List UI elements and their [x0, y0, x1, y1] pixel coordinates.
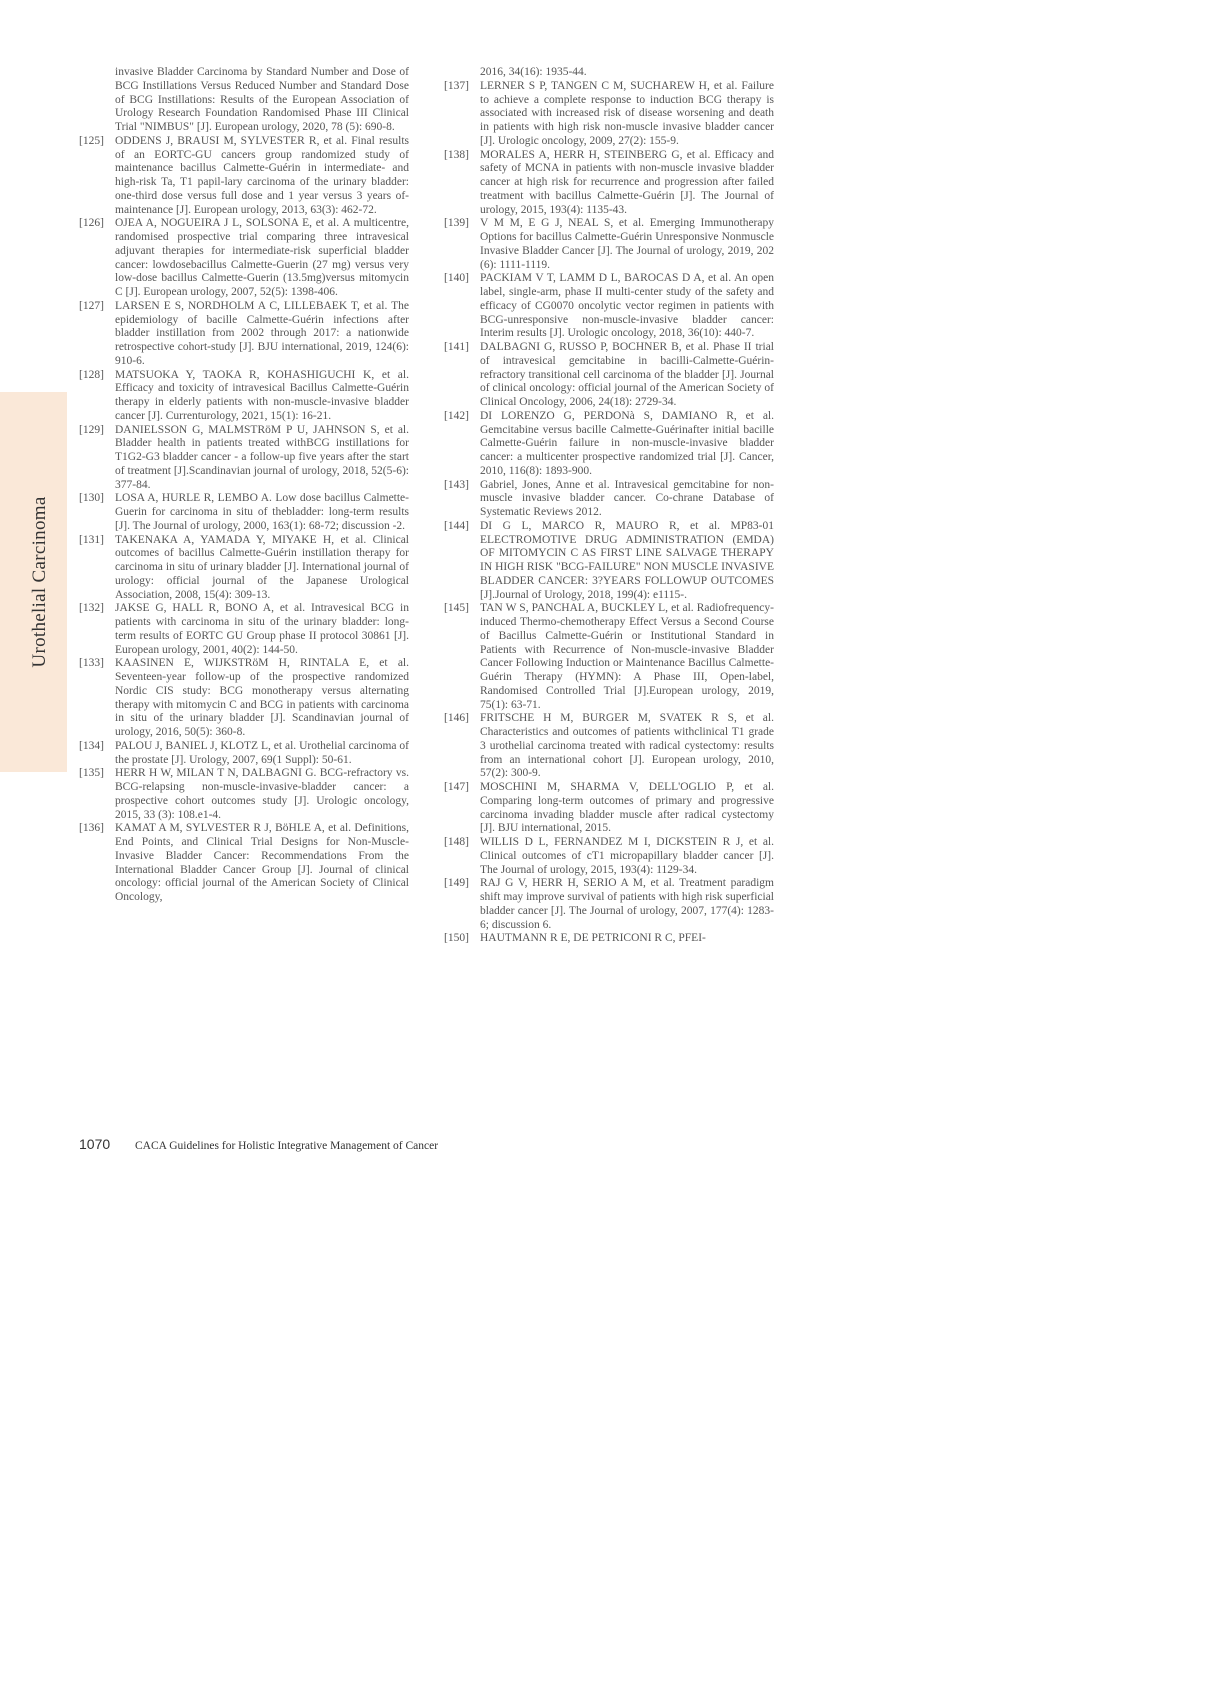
reference-text: MATSUOKA Y, TAOKA R, KOHASHIGUCHI K, et al. Efficacy and toxicity of intravesical Bacillus Calmette-Guérin therapy in elderly patients with non-muscle-invasive bladder cancer [J]. Currenturology, 2021, 15(1): 16-21. [115, 368, 409, 422]
reference-number: [146] [444, 712, 469, 725]
reference-entry [444, 217, 774, 272]
reference-entry [444, 836, 774, 877]
reference-number: [126] [79, 217, 104, 230]
reference-number: [148] [444, 836, 469, 848]
reference-text: Gabriel, Jones, Anne et al. Intravesical gemcitabine for non-muscle invasive bladder cancer. Co-chrane Database of Systematic Reviews 2012. [480, 478, 774, 518]
reference-text: RAJ G V, HERR H, SERIO A M, et al. Treatment paradigm shift may improve survival of patients with high risk superficial bladder cancer [J]. The Journal of urology, 2007, 177(4): 1283-6; discussion 6. [480, 877, 774, 931]
reference-number: [134] [79, 739, 104, 752]
reference-entry [79, 822, 409, 905]
reference-text: ODDENS J, BRAUSI M, SYLVESTER R, et al. Final results of an EORTC-GU cancers group randomized study of maintenance bacillus Calmette-Guérin in intermediate- and high-risk Ta, T1 papil-lary carcinoma of the urinary bladder: one-third dose versus full dose and 1 year versus 3 years of-maintenance [J]. European urology, 2013, 63(3): 462-72. [115, 134, 409, 216]
reference-entry [444, 712, 774, 781]
reference-text: LARSEN E S, NORDHOLM A C, LILLEBAEK T, et al. The epidemiology of bacille Calmette-Guérin infections after bladder instillation from 2002 through 2017: a nationwide retrospective cohort-study [J]. BJU international, 2019, 124(6): 910-6. [115, 299, 409, 367]
reference-entry [444, 149, 774, 218]
reference-entry [79, 135, 409, 218]
reference-number: [127] [79, 299, 104, 312]
reference-text: MORALES A, HERR H, STEINBERG G, et al. Efficacy and safety of MCNA in patients with non-muscle invasive bladder cancer at high risk for recurrence and progression after failed treatment with bacillus Calmette-Guérin [J]. The Journal of urology, 2015, 193(4): 1135-43. [480, 148, 774, 216]
reference-number: [140] [444, 272, 469, 285]
reference-entry [444, 520, 774, 603]
reference-entry [79, 657, 409, 740]
reference-entry [444, 410, 774, 479]
reference-text: WILLIS D L, FERNANDEZ M I, DICKSTEIN R J, et al. Clinical outcomes of cT1 micropapillary bladder cancer [J]. The Journal of urology, 2015, 193(4): 1129-34. [480, 836, 774, 876]
reference-text: DI LORENZO G, PERDONà S, DAMIANO R, et al. Gemcitabine versus bacille Calmette-Guérinafter initial bacille Calmette-Guérin failure in non-muscle-invasive bladder cancer: a multicenter prospective randomized trial [J]. Cancer, 2010, 116(8): 1893-900. [480, 409, 774, 477]
reference-number: [145] [444, 602, 469, 615]
reference-entry [79, 602, 409, 657]
reference-entry [79, 300, 409, 369]
reference-text: KAASINEN E, WIJKSTRöM H, RINTALA E, et al. Seventeen-year follow-up of the prospective randomized Nordic CIS study: BCG monotherapy versus alternating therapy with mitomycin C and BCG in patients with carcinoma in situ of the urinary bladder [J]. Scandinavian journal of urology, 2016, 50(5): 360-8. [115, 657, 409, 738]
reference-text: HERR H W, MILAN T N, DALBAGNI G. BCG-refractory vs. BCG-relapsing non-muscle-invasive-bladder cancer: a prospective cohort outcomes study [J]. Urologic oncology, 2015, 33 (3): 108.e1-4. [115, 767, 409, 821]
reference-text: DALBAGNI G, RUSSO P, BOCHNER B, et al. Phase II trial of intravesical gemcitabine in bacilli-Calmette-Guérin-refractory transitional cell carcinoma of the bladder [J]. Journal of clinical oncology: official journal of the American Society of Clinical Oncology, 2006, 24(18): 2729-34. [480, 341, 774, 408]
reference-entry [444, 341, 774, 410]
reference-entry [444, 479, 774, 520]
reference-text: DANIELSSON G, MALMSTRöM P U, JAHNSON S, et al. Bladder health in patients treated withBCG instillations for T1G2-G3 bladder cancer - a follow-up five years after the start of treatment [J].Scandinavian journal of urology, 2018, 52(5-6): 377-84. [115, 423, 409, 491]
reference-entry [444, 602, 774, 712]
reference-number: [150] [444, 932, 469, 945]
reference-entry [79, 492, 409, 533]
reference-number: [130] [79, 492, 104, 505]
left-reference-column [79, 66, 409, 905]
reference-text: 2016, 34(16): 1935-44. [480, 66, 587, 78]
reference-text: KAMAT A M, SYLVESTER R J, BöHLE A, et al. Definitions, End Points, and Clinical Trial Designs for Non-Muscle-Invasive Bladder Cancer: Recommendations From the International Bladder Cancer Group [J]. Journal of clinical oncology: official journal of the American Society of Clinical Oncology, [115, 822, 409, 903]
footer-title: CACA Guidelines for Holistic Integrative Management of Cancer [135, 1140, 439, 1152]
reference-entry [444, 80, 774, 149]
reference-entry [444, 877, 774, 932]
reference-text: DI G L, MARCO R, MAURO R, et al. MP83-01 ELECTROMOTIVE DRUG ADMINISTRATION (EMDA) OF MITOMYCIN C AS FIRST LINE SALVAGE THERAPY IN HIGH RISK "BCG-FAILURE" NON MUSCLE INVASIVE BLADDER CANCER: 3?YEARS FOLLOWUP OUTCOMES [J].Journal of Urology, 2018, 199(4): e1115-. [480, 519, 774, 601]
reference-entry [79, 740, 409, 768]
reference-entry [79, 767, 409, 822]
reference-number: [136] [79, 822, 104, 835]
page-number: 1070 [79, 1136, 111, 1152]
reference-number: [135] [79, 767, 104, 780]
reference-text: JAKSE G, HALL R, BONO A, et al. Intravesical BCG in patients with carcinoma in situ of the urinary bladder: long-term results of EORTC GU Group phase II protocol 30861 [J]. European urology, 2001, 40(2): 144-50. [115, 602, 409, 656]
reference-number: [133] [79, 657, 104, 670]
reference-text: HAUTMANN R E, DE PETRICONI R C, PFEI- [480, 932, 706, 945]
reference-text: TAN W S, PANCHAL A, BUCKLEY L, et al. Radiofrequency-induced Thermo-chemotherapy Effect Versus a Second Course of Bacillus Calmette-Guérin or Institutional Standard in Patients with Recurrence of Non-muscle-invasive Bladder Cancer Following Induction or Maintenance Bacillus Calmette-Guérin Therapy (HYMN): A Phase III, Open-label, Randomised Controlled Trial [J].European urology, 2019, 75(1): 63-71. [480, 602, 774, 711]
reference-number: [129] [79, 423, 104, 436]
reference-text: PACKIAM V T, LAMM D L, BAROCAS D A, et al. An open label, single-arm, phase II multi-center study of the safety and efficacy of CG0070 oncolytic vector regimen in patients with BCG-unresponsive non-muscle-invasive bladder cancer: Interim results [J]. Urologic oncology, 2018, 36(10): 440-7. [480, 272, 774, 340]
reference-entry [444, 932, 774, 946]
reference-text: invasive Bladder Carcinoma by Standard Number and Dose of BCG Instillations Versus Reduced Number and Standard Dose of BCG Instillations: Results of the European Association of Urology Research Foundation Randomised Phase III Clinical Trial "NIMBUS" [J]. European urology, 2020, 78 (5): 690-8. [115, 66, 409, 133]
reference-entry [79, 424, 409, 493]
reference-text: LERNER S P, TANGEN C M, SUCHAREW H, et al. Failure to achieve a complete response to induction BCG therapy is associated with increased risk of disease worsening and death in patients with high risk non-muscle invasive bladder cancer [J]. Urologic oncology, 2009, 27(2): 155-9. [480, 79, 774, 147]
reference-entry [444, 66, 774, 80]
reference-text: PALOU J, BANIEL J, KLOTZ L, et al. Urothelial carcinoma of the prostate [J]. Urology, 2007, 69(1 Suppl): 50-61. [115, 739, 409, 766]
reference-text: V M M, E G J, NEAL S, et al. Emerging Immunotherapy Options for bacillus Calmette-Guérin Unresponsive Nonmuscle Invasive Bladder Cancer [J]. The Journal of urology, 2019, 202 (6): 1111-1119. [480, 217, 774, 271]
reference-number: [147] [444, 781, 469, 793]
reference-number: [142] [444, 409, 469, 422]
reference-number: [128] [79, 368, 104, 381]
reference-number: [139] [444, 217, 469, 230]
reference-number: [131] [79, 533, 104, 546]
reference-entry [79, 66, 409, 135]
reference-text: LOSA A, HURLE R, LEMBO A. Low dose bacillus Calmette-Guerin for carcinoma in situ of thebladder: long-term results [J]. The Journal of urology, 2000, 163(1): 68-72; discussion -2. [115, 492, 409, 532]
reference-entry [79, 534, 409, 603]
reference-entry [79, 369, 409, 424]
reference-number: [141] [444, 341, 469, 353]
reference-number: [149] [444, 877, 469, 890]
reference-number: [143] [444, 478, 469, 491]
reference-text: TAKENAKA A, YAMADA Y, MIYAKE H, et al. Clinical outcomes of bacillus Calmette-Guérin instillation therapy for carcinoma in situ of urinary bladder [J]. International journal of urology: official journal of the Japanese Urological Association, 2008, 15(4): 309-13. [115, 533, 409, 601]
page-footer [79, 1136, 438, 1152]
reference-entry [79, 217, 409, 300]
reference-text: MOSCHINI M, SHARMA V, DELL'OGLIO P, et al. Comparing long-term outcomes of primary and progressive carcinoma invading bladder muscle after radical cystectomy [J]. BJU international, 2015. [480, 781, 774, 835]
reference-entry [444, 272, 774, 341]
reference-text: OJEA A, NOGUEIRA J L, SOLSONA E, et al. A multicentre, randomised prospective trial comparing three intravesical adjuvant therapies for intermediate-risk superficial bladder cancer: lowdosebacillus Calmette-Guerin (27 mg) versus very low-dose bacillus Calmette-Guerin (13.5mg)versus mitomycin C [J]. European urology, 2007, 52(5): 1398-406. [115, 217, 409, 298]
reference-number: [137] [444, 79, 469, 92]
section-side-label: Urothelial Carcinoma [29, 496, 50, 668]
reference-number: [138] [444, 148, 469, 161]
reference-number: [125] [79, 134, 104, 147]
reference-text: FRITSCHE H M, BURGER M, SVATEK R S, et al. Characteristics and outcomes of patients withclinical T1 grade 3 urothelial carcinoma treated with radical cystectomy: results from an international cohort [J]. European urology, 2010, 57(2): 300-9. [480, 712, 774, 780]
reference-entry [444, 781, 774, 836]
reference-number: [144] [444, 519, 469, 532]
right-reference-column [444, 66, 774, 946]
reference-number: [132] [79, 602, 104, 615]
